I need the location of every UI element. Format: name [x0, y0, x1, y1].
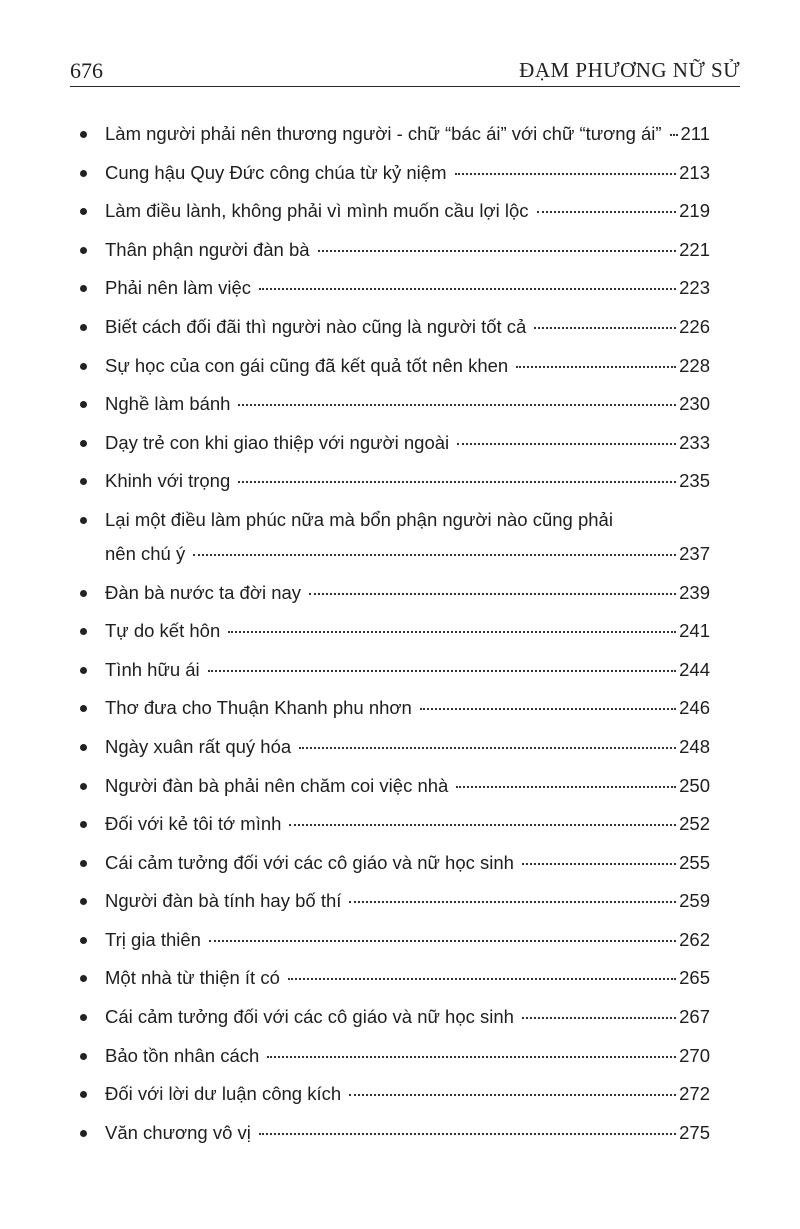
dot-leader	[455, 173, 677, 175]
toc-entry-page: 237	[679, 542, 710, 564]
toc-entry-page: 230	[679, 393, 710, 415]
toc-entry	[80, 161, 710, 184]
toc-entry	[80, 658, 710, 681]
bullet-icon	[80, 1053, 87, 1060]
toc-entry-title: Sự học của con gái cũng đã kết quả tốt nên khen	[105, 354, 509, 376]
toc-entry-title: Người đàn bà tính hay bố thí	[105, 890, 342, 912]
bullet-icon	[80, 170, 87, 177]
dot-leader	[456, 786, 676, 788]
dot-leader	[522, 863, 676, 865]
dot-leader	[318, 250, 677, 252]
toc-entry-title: Thân phận người đàn bà	[105, 238, 310, 260]
page-number: 676	[70, 58, 103, 83]
bullet-icon	[80, 208, 87, 215]
running-title: ĐẠM PHƯƠNG NỮ SỬ	[519, 58, 740, 82]
dot-leader	[238, 481, 676, 483]
toc-entry-page: 250	[679, 774, 710, 796]
toc-entry-title: Đối với kẻ tôi tớ mình	[105, 813, 282, 835]
toc-entry	[80, 315, 710, 338]
toc-entry-page: 267	[679, 1006, 710, 1028]
dot-leader	[259, 1133, 676, 1135]
toc-entry-title: Cung hậu Quy Đức công chúa từ kỷ niệm	[105, 161, 447, 183]
toc-entry-page: 211	[680, 123, 710, 144]
toc-entry-page: 235	[679, 470, 710, 492]
toc-entry-title: Cái cảm tưởng đối với các cô giáo và nữ học sinh	[105, 1006, 514, 1028]
toc-entry-page: 226	[679, 315, 710, 337]
toc-entry-page: 241	[679, 620, 710, 642]
bullet-icon	[80, 1014, 87, 1021]
toc-entry	[80, 238, 710, 261]
toc-entry-title: Khinh với trọng	[105, 470, 231, 492]
toc-entry-page: 213	[679, 161, 710, 183]
dot-leader	[420, 708, 676, 710]
toc-entry	[80, 1082, 710, 1105]
bullet-icon	[80, 975, 87, 982]
toc-entry	[80, 122, 710, 145]
toc-entry-title: Biết cách đối đãi thì người nào cũng là người tốt cả	[105, 315, 527, 337]
bullet-icon	[80, 478, 87, 485]
toc-entry	[80, 889, 710, 912]
toc-entry-title: Nghề làm bánh	[105, 393, 231, 415]
bullet-icon	[80, 744, 87, 751]
toc-entry-page: 265	[679, 967, 710, 989]
toc-entry	[80, 812, 710, 835]
dot-leader	[516, 366, 676, 368]
dot-leader	[349, 1094, 676, 1096]
bullet-icon	[80, 590, 87, 597]
toc-entry-title: Cái cảm tưởng đối với các cô giáo và nữ học sinh	[105, 851, 514, 873]
dot-leader	[208, 670, 676, 672]
toc-entry	[80, 1005, 710, 1028]
dot-leader	[288, 978, 676, 980]
toc-entry	[80, 928, 710, 951]
toc-entry	[80, 392, 710, 415]
toc-entry-page: 255	[679, 851, 710, 873]
toc-entry-title: Thơ đưa cho Thuận Khanh phu nhơn	[105, 697, 412, 719]
toc-entry-title: Đàn bà nước ta đời nay	[105, 581, 302, 603]
dot-leader	[457, 443, 676, 445]
toc-entry	[80, 619, 710, 642]
toc-entry	[80, 508, 710, 565]
bullet-icon	[80, 821, 87, 828]
toc-entry	[80, 735, 710, 758]
toc-entry-title: Làm người phải nên thương người - chữ “bác ái” với chữ “tương ái”	[105, 123, 662, 144]
toc-entry	[80, 1121, 710, 1144]
toc-entry-page: 272	[679, 1083, 710, 1105]
bullet-icon	[80, 285, 87, 292]
toc-entry	[80, 199, 710, 222]
table-of-contents	[80, 122, 710, 1159]
bullet-icon	[80, 1091, 87, 1098]
bullet-icon	[80, 705, 87, 712]
dot-leader	[289, 824, 676, 826]
toc-entry	[80, 276, 710, 299]
dot-leader	[309, 593, 676, 595]
toc-entry-title: Tự do kết hôn	[105, 620, 221, 642]
dot-leader	[537, 211, 677, 213]
toc-entry-page: 219	[679, 200, 710, 222]
dot-leader	[267, 1056, 676, 1058]
dot-leader	[209, 940, 676, 942]
toc-entry-page: 228	[679, 354, 710, 376]
bullet-icon	[80, 1130, 87, 1137]
bullet-icon	[80, 247, 87, 254]
toc-entry-page: 246	[679, 697, 710, 719]
toc-entry-page: 270	[679, 1044, 710, 1066]
toc-entry-title: Một nhà từ thiện ít có	[105, 967, 280, 989]
dot-leader	[534, 327, 676, 329]
dot-leader	[299, 747, 676, 749]
toc-entry-title-continued: nên chú ý	[105, 542, 186, 564]
bullet-icon	[80, 363, 87, 370]
toc-entry	[80, 1044, 710, 1067]
bullet-icon	[80, 628, 87, 635]
toc-entry-page: 221	[679, 238, 710, 260]
bullet-icon	[80, 131, 87, 138]
bullet-icon	[80, 440, 87, 447]
toc-entry-page: 248	[679, 735, 710, 757]
bullet-icon	[80, 324, 87, 331]
toc-entry	[80, 469, 710, 492]
toc-entry-page: 262	[679, 928, 710, 950]
toc-entry	[80, 774, 710, 797]
dot-leader	[670, 134, 678, 136]
toc-entry-title: Người đàn bà phải nên chăm coi việc nhà	[105, 774, 449, 796]
page-header	[70, 52, 740, 87]
bullet-icon	[80, 667, 87, 674]
toc-entry-title: Đối với lời dư luận công kích	[105, 1083, 342, 1105]
dot-leader	[238, 404, 676, 406]
dot-leader	[228, 631, 676, 633]
dot-leader	[349, 901, 676, 903]
dot-leader	[522, 1017, 676, 1019]
toc-entry	[80, 581, 710, 604]
toc-entry-title: Lại một điều làm phúc nữa mà bổn phận người nào cũng phải	[105, 508, 613, 530]
bullet-icon	[80, 860, 87, 867]
toc-entry-title: Tình hữu ái	[105, 658, 200, 680]
toc-entry-page: 239	[679, 581, 710, 603]
toc-entry	[80, 851, 710, 874]
toc-entry-page: 259	[679, 890, 710, 912]
toc-entry	[80, 431, 710, 454]
toc-entry-title: Dạy trẻ con khi giao thiệp với người ngoài	[105, 431, 450, 453]
toc-entry-title: Văn chương vô vị	[105, 1121, 251, 1143]
toc-entry-page: 233	[679, 431, 710, 453]
toc-entry-title: Làm điều lành, không phải vì mình muốn cầu lợi lộc	[105, 200, 529, 222]
toc-entry	[80, 966, 710, 989]
bullet-icon	[80, 401, 87, 408]
bullet-icon	[80, 937, 87, 944]
bullet-icon	[80, 517, 87, 524]
bullet-icon	[80, 898, 87, 905]
dot-leader	[193, 554, 676, 556]
toc-entry-page: 252	[679, 813, 710, 835]
toc-entry-page: 275	[679, 1121, 710, 1143]
toc-entry	[80, 696, 710, 719]
toc-entry	[80, 354, 710, 377]
toc-entry-page: 244	[679, 658, 710, 680]
toc-entry-title: Ngày xuân rất quý hóa	[105, 735, 292, 757]
toc-entry-page: 223	[679, 277, 710, 299]
toc-entry-title: Bảo tồn nhân cách	[105, 1044, 260, 1066]
bullet-icon	[80, 783, 87, 790]
toc-entry-title: Trị gia thiên	[105, 928, 201, 950]
toc-entry-title: Phải nên làm việc	[105, 277, 252, 299]
dot-leader	[259, 288, 676, 290]
